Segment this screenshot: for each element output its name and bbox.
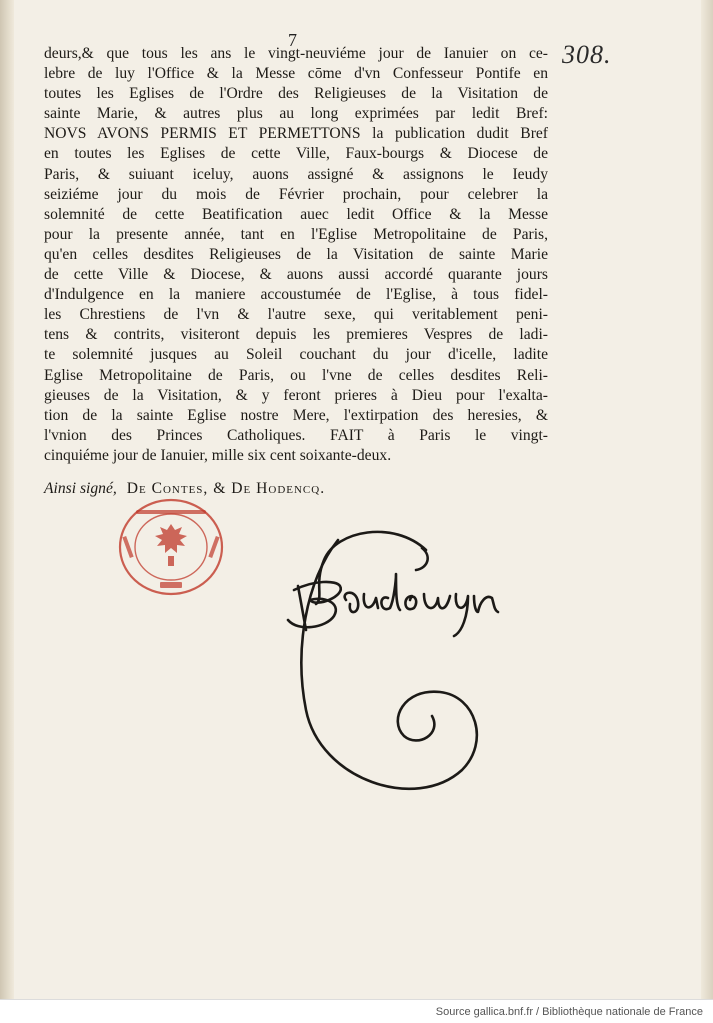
text-line: sainte Marie, & autres plus au long exprimées par ledit Bref: <box>44 105 548 123</box>
text-line: de cette Ville & Diocese, & auons aussi accordé quarante jours <box>44 266 548 284</box>
text-line: solemnité de cette Beatification auec ledit Office & la Messe <box>44 205 548 223</box>
library-stamp-icon <box>116 496 226 598</box>
text-line: l'vnion des Princes Catholiques. FAIT à Paris le vingt- <box>44 426 548 444</box>
text-line: Paris, & suiuant iceluy, auons assigné & assignons le Ieudy <box>44 165 548 183</box>
text-line: gieuses de la Visitation, & y feront prieres à Dieu pour l'exalta- <box>44 386 548 404</box>
baudouyn-signature-icon <box>276 520 506 820</box>
text-line: cinquiéme jour de Ianuier, mille six cent soixante-deux. <box>44 446 392 464</box>
page-binding-shadow <box>0 0 14 1000</box>
text-line: les Chrestiens de l'vn & l'autre sexe, qui veritablement peni- <box>44 306 548 324</box>
text-line: deurs,& que tous les ans le vingt-neuviéme jour de Ianuier on ce- <box>44 45 548 62</box>
footer-bar <box>0 999 713 1023</box>
page-number: 7 <box>288 30 297 50</box>
text-line: te solemnité jusques au Soleil couchant du jour d'icelle, ladite <box>44 346 548 364</box>
text-line: seiziéme jour du mois de Février prochain, pour celebrer la <box>44 185 548 203</box>
text-line: tion de la sainte Eglise nostre Mere, l'extirpation des heresies, & <box>44 406 548 424</box>
text-line: tens & contrits, visiteront depuis les premieres Vespres de ladi- <box>44 326 548 344</box>
page-edge-shadow <box>701 0 713 1000</box>
text-line: toutes les Eglises de l'Ordre des Religieuses de la Visitation de <box>44 85 548 103</box>
text-line: d'Indulgence en la maniere accoustumée de l'Eglise, à tous fidel- <box>44 286 548 304</box>
text-line: Eglise Metropolitaine de Paris, ou l'vne de celles desdites Reli- <box>44 366 548 384</box>
body-text <box>44 44 548 466</box>
text-line: qu'en celles desdites Religieuses de la Visitation de sainte Marie <box>44 245 548 263</box>
source-attribution: Source gallica.bnf.fr / Bibliothèque nationale de France <box>435 1006 703 1018</box>
signatory-names: De Contes, & De Hodencq. <box>126 480 326 497</box>
text-line: lebre de luy l'Office & la Messe cōme d'vn Confesseur Pontife en <box>44 65 548 83</box>
text-line: pour la presente année, tant en l'Eglise Metropolitaine de Paris, <box>44 225 548 243</box>
folio-number: 308. <box>562 40 612 69</box>
text-line: en toutes les Eglises de cette Ville, Faux-bourgs & Diocese de <box>44 145 548 163</box>
signed-prefix: Ainsi signé, <box>44 480 117 497</box>
text-line: NOVS AVONS PERMIS ET PERMETTONS la publication dudit Bref <box>44 125 548 143</box>
